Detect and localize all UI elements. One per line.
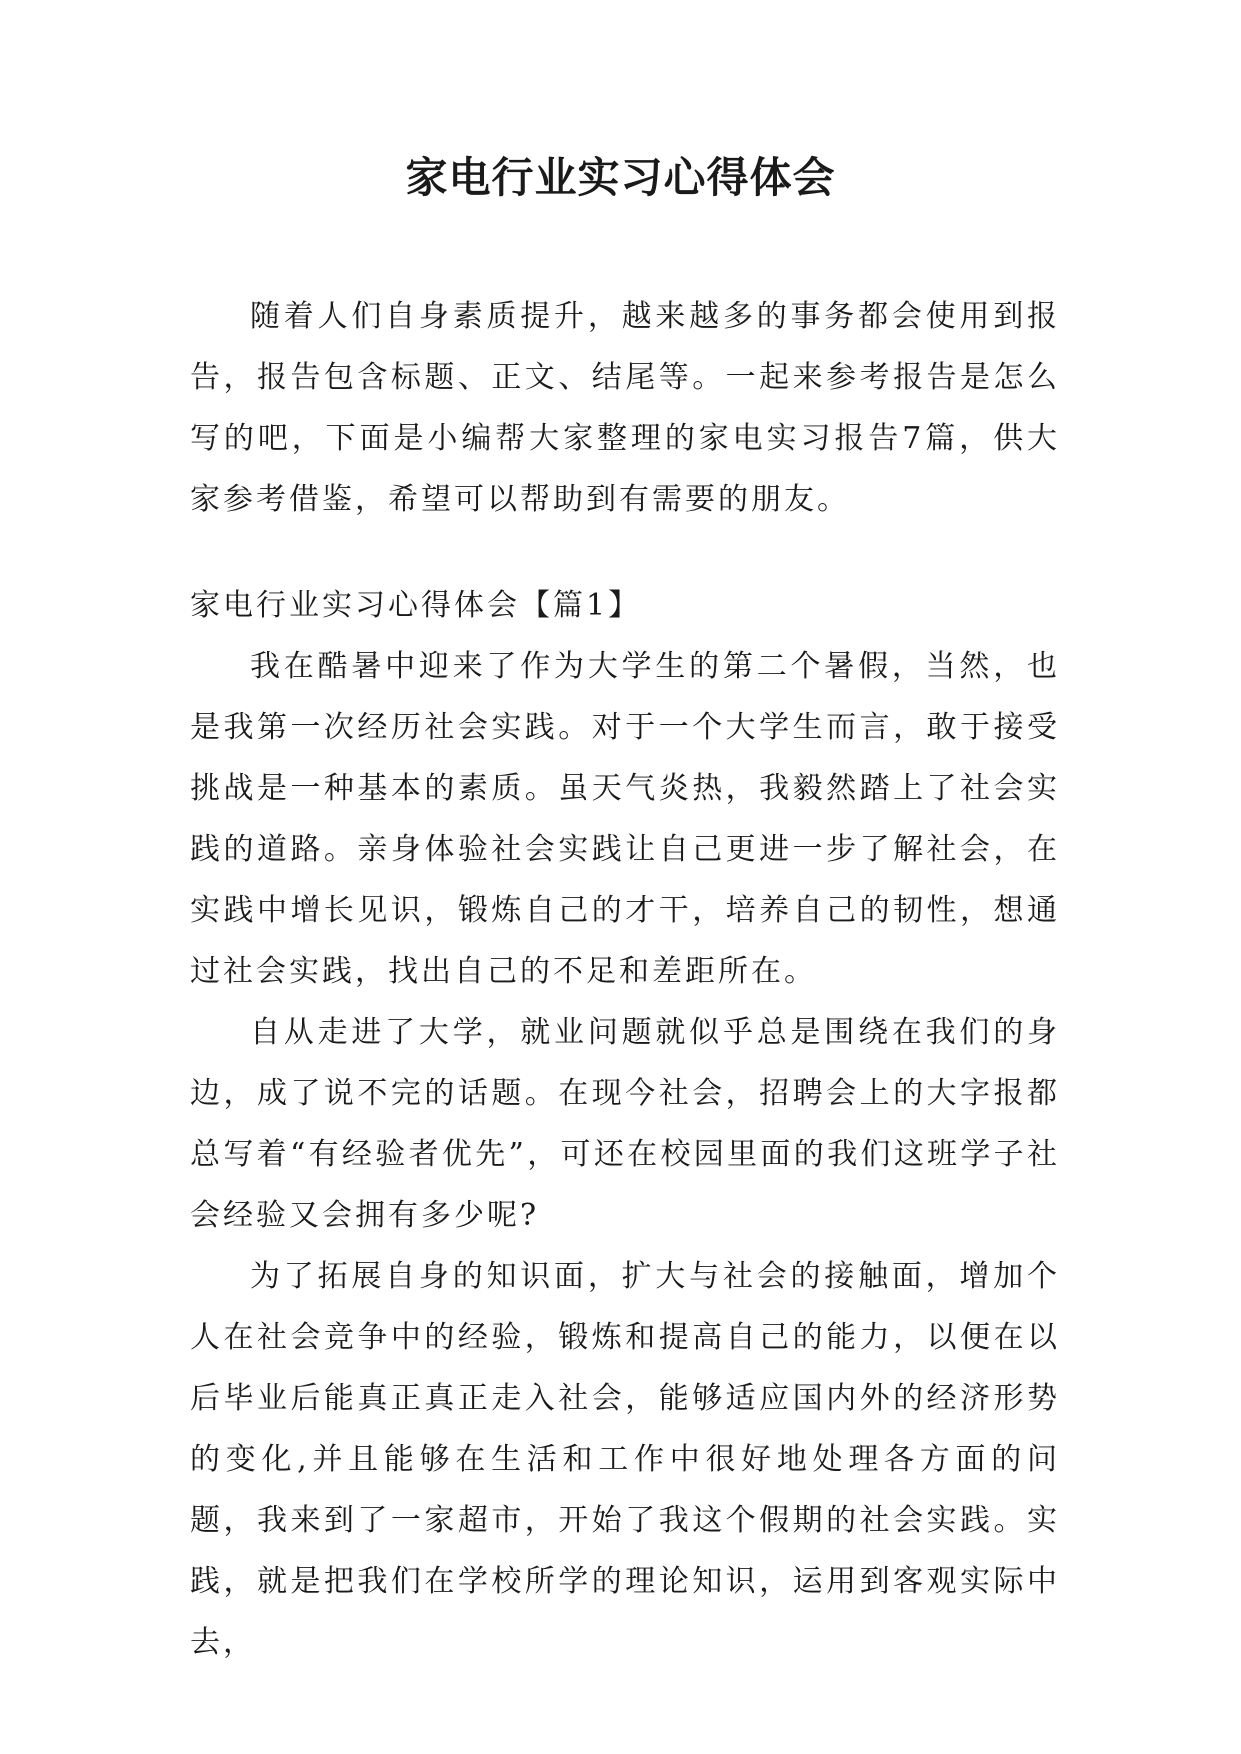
body-paragraph-1: 我在酷暑中迎来了作为大学生的第二个暑假，当然，也是我第一次经历社会实践。对于一个大学生而言，敢于接受挑战是一种基本的素质。虽天气炎热，我毅然踏上了社会实践的道路。亲身体验社会实践让自己更进一步了解社会，在实践中增长见识，锻炼自己的才干，培养自己的韧性，想通过社会实践，找出自己的不足和差距所在。 [190, 649, 1060, 989]
section-heading: 家电行业实习心得体会【篇1】 [190, 588, 642, 623]
intro-paragraph: 随着人们自身素质提升，越来越多的事务都会使用到报告，报告包含标题、正文、结尾等。一起来参考报告是怎么写的吧，下面是小编帮大家整理的家电实习报告7篇，供大家参考借鉴，希望可以帮助到有需要的朋友。 [190, 299, 1060, 517]
intro-block [190, 286, 1060, 530]
body-paragraph-2: 自从走进了大学，就业问题就似乎总是围绕在我们的身边，成了说不完的话题。在现今社会，招聘会上的大字报都总写着“有经验者优先”，可还在校园里面的我们这班学子社会经验又会拥有多少呢? [190, 1015, 1060, 1233]
document-title: 家电行业实习心得体会 [405, 153, 836, 202]
section-1 [190, 575, 1060, 1673]
body-paragraph-3: 为了拓展自身的知识面，扩大与社会的接触面，增加个人在社会竞争中的经验，锻炼和提高自己的能力，以便在以后毕业后能真正真正走入社会，能够适应国内外的经济形势的变化,并且能够在生活和工作中很好地处理各方面的问题，我来到了一家超市，开始了我这个假期的社会实践。实践，就是把我们在学校所学的理论知识，运用到客观实际中去， [190, 1259, 1060, 1660]
